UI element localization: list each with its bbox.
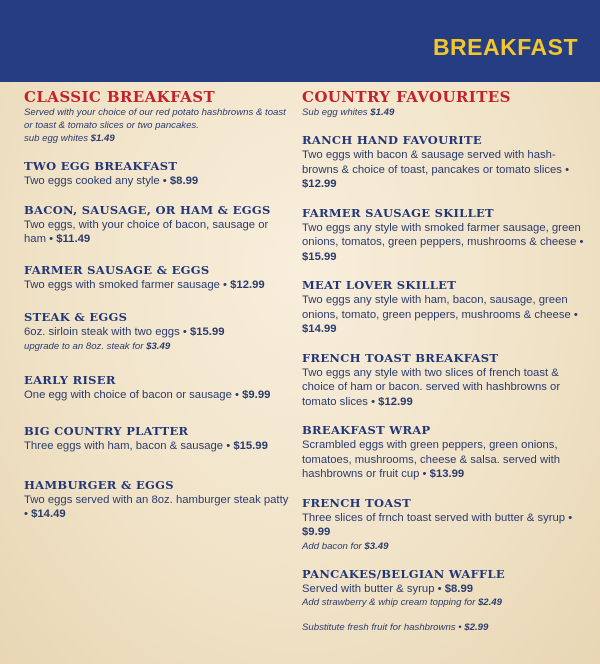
section-title: COUNTRY FAVOURITES bbox=[302, 88, 511, 106]
menu-item bbox=[24, 310, 292, 353]
item-desc: Two eggs any style with two slices of french toast & choice of ham or bacon. served with hashbrowns or tomato slices • $12.99 bbox=[302, 366, 561, 408]
menu-item bbox=[302, 278, 587, 337]
section-classic-breakfast bbox=[24, 88, 292, 145]
section-sub-note: Sub egg whites $1.49 bbox=[302, 107, 395, 118]
page-title: BREAKFAST bbox=[432, 34, 578, 60]
item-title: FARMER SAUSAGE & EGGS bbox=[24, 262, 210, 277]
right-column bbox=[302, 88, 587, 634]
item-title: TWO EGG BREAKFAST bbox=[24, 159, 178, 173]
item-title: BACON, SAUSAGE, OR HAM & EGGS bbox=[24, 202, 271, 217]
item-desc: 6oz. sirloin steak with two eggs • $15.99 bbox=[24, 326, 225, 338]
menu-item bbox=[302, 567, 587, 610]
menu-item bbox=[24, 203, 292, 247]
item-note: upgrade to an 8oz. steak for $3.49 bbox=[24, 340, 171, 352]
menu-item bbox=[302, 206, 587, 265]
menu-header bbox=[0, 0, 600, 82]
item-note: Add bacon for $3.49 bbox=[302, 540, 389, 552]
item-title: RANCH HAND FAVOURITE bbox=[302, 133, 482, 147]
menu-item bbox=[302, 351, 587, 410]
section-note: Served with your choice of our red potato hashbrowns & toast or toast & tomato slices or two pancakes. bbox=[24, 107, 286, 131]
menu-item bbox=[24, 159, 292, 189]
item-desc: Two eggs, with your choice of bacon, sausage or ham • $11.49 bbox=[24, 218, 269, 245]
item-title: FRENCH TOAST bbox=[302, 495, 411, 510]
item-desc: Two eggs served with an 8oz. hamburger steak patty • $14.49 bbox=[24, 493, 289, 520]
menu-item bbox=[302, 496, 587, 553]
menu-item bbox=[24, 478, 292, 522]
section-sub-note: sub egg whites $1.49 bbox=[24, 133, 115, 144]
menu-item bbox=[24, 263, 292, 293]
item-title: FRENCH TOAST BREAKFAST bbox=[302, 350, 499, 365]
item-desc: Served with butter & syrup • $8.99 bbox=[302, 582, 474, 595]
item-title: HAMBURGER & EGGS bbox=[24, 477, 174, 492]
menu-item bbox=[302, 423, 587, 482]
menu-item bbox=[24, 373, 292, 403]
footer-note: Substitute fresh fruit for hashbrowns • $2.99 bbox=[302, 622, 489, 633]
item-desc: Scrambled eggs with green peppers, green onions, tomatoes, mushrooms, cheese & salsa. served with hashbrowns or fruit cup • $13.99 bbox=[302, 439, 561, 480]
menu-item bbox=[24, 424, 292, 454]
section-title: CLASSIC BREAKFAST bbox=[24, 88, 216, 106]
item-desc: Two eggs with bacon & sausage served with hash-browns & choice of toast, pancakes or tomato slices • $12.99 bbox=[302, 149, 570, 190]
item-title: FARMER SAUSAGE SKILLET bbox=[302, 205, 494, 220]
item-desc: Two eggs cooked any style • $8.99 bbox=[24, 175, 199, 187]
item-title: EARLY RISER bbox=[24, 372, 116, 387]
left-column bbox=[24, 88, 292, 542]
item-title: STEAK & EGGS bbox=[24, 310, 128, 324]
item-desc: Two eggs any style with smoked farmer sausage, green onions, tomatos, green peppers, mushrooms & cheese • $15.99 bbox=[302, 221, 584, 263]
item-desc: Three eggs with ham, bacon & sausage • $15.99 bbox=[24, 440, 268, 452]
item-title: BREAKFAST WRAP bbox=[302, 423, 431, 437]
item-title: PANCAKES/BELGIAN WAFFLE bbox=[302, 566, 505, 581]
section-country-favourites bbox=[302, 88, 587, 119]
item-title: MEAT LOVER SKILLET bbox=[302, 278, 457, 292]
item-title: BIG COUNTRY PLATTER bbox=[24, 424, 189, 438]
item-desc: Three slices of frnch toast served with butter & syrup • $9.99 bbox=[302, 511, 573, 538]
item-note: Add strawberry & whip cream topping for $2.49 bbox=[302, 597, 502, 608]
menu-item bbox=[302, 133, 587, 192]
item-desc: Two eggs with smoked farmer sausage • $12.99 bbox=[24, 278, 265, 291]
item-desc: One egg with choice of bacon or sausage • $9.99 bbox=[24, 388, 271, 401]
item-desc: Two eggs any style with ham, bacon, sausage, green onions, tomato, green peppers, mushrooms & cheese • $14.99 bbox=[302, 294, 578, 335]
